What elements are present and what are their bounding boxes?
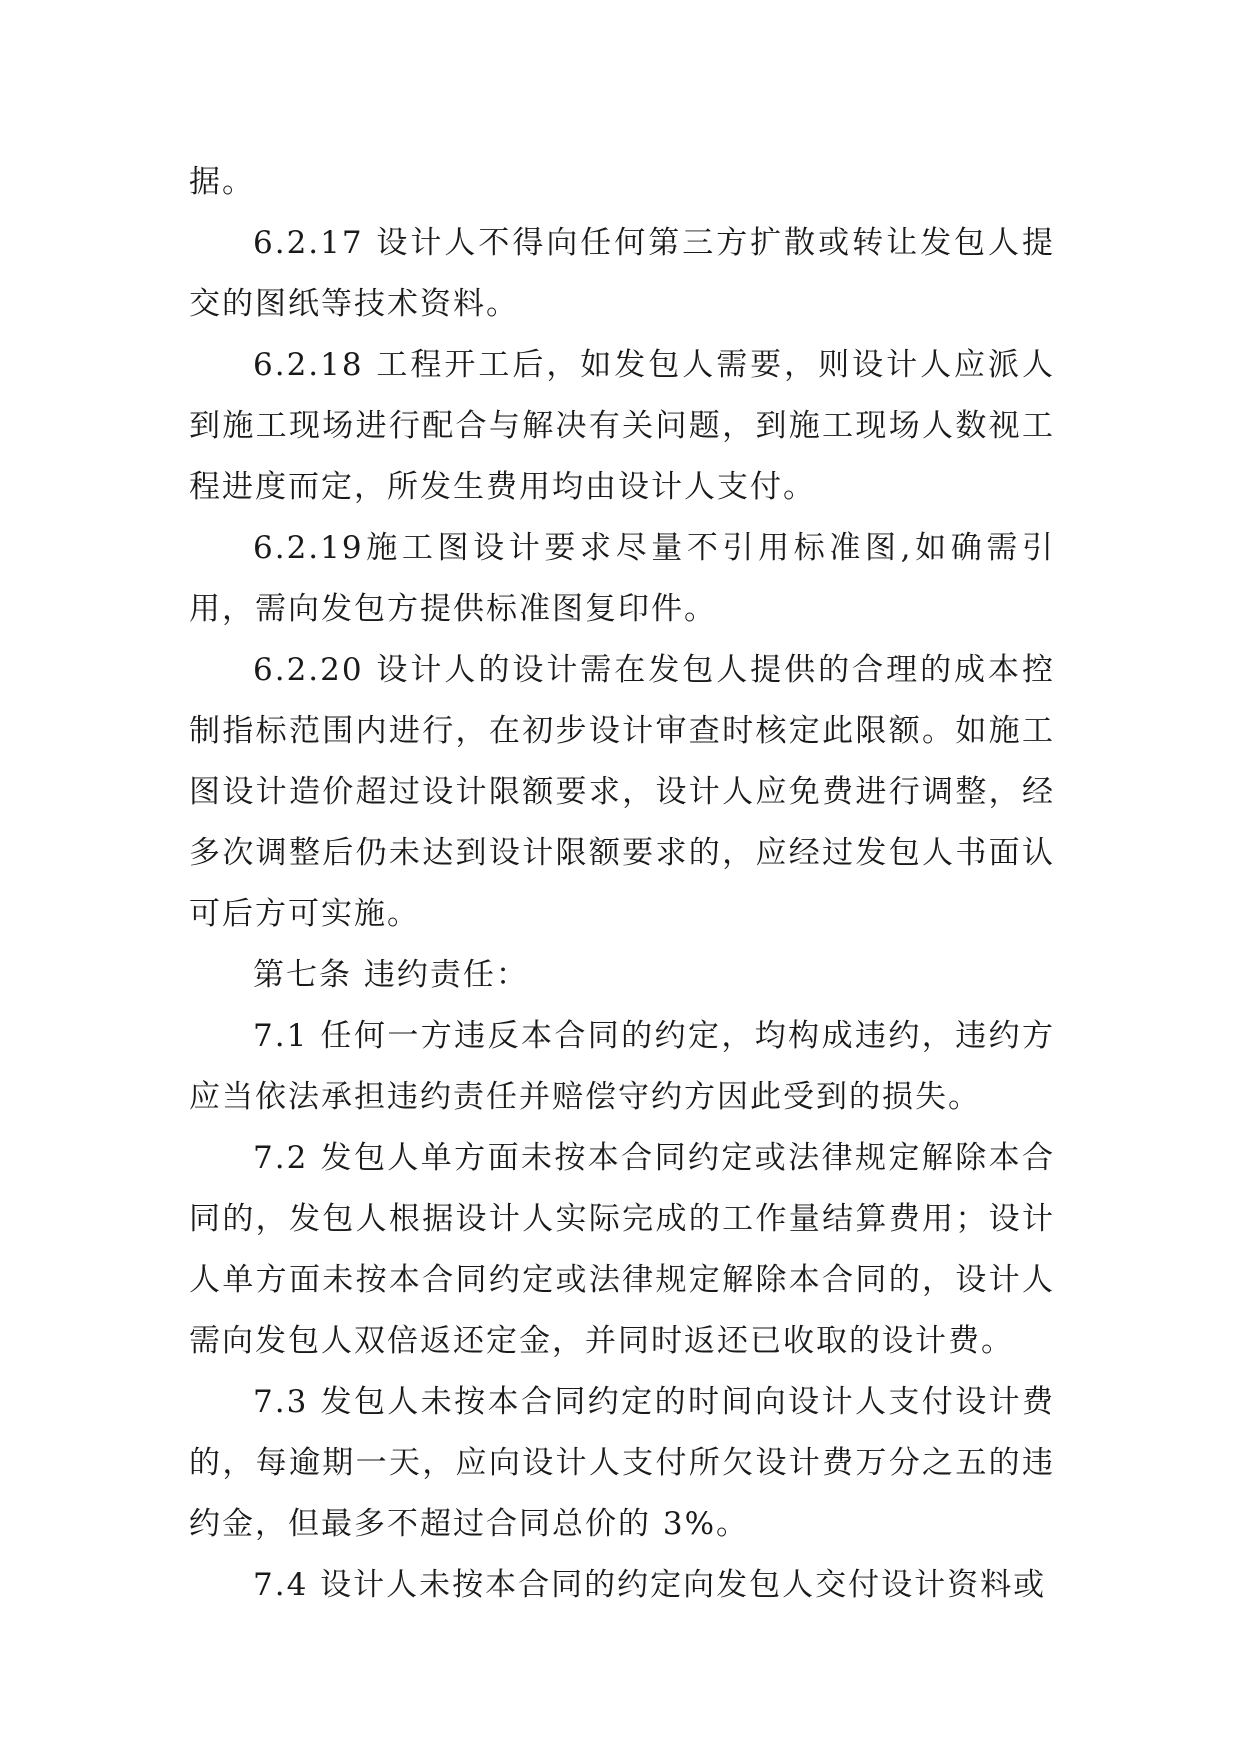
paragraph-7-3: 7.3 发包人未按本合同约定的时间向设计人支付设计费的，每逾期一天，应向设计人支付所欠设计费万分之五的违约金，但最多不超过合同总价的 3%。: [189, 1384, 1055, 1542]
section-heading-article-7: 第七条 违约责任：: [253, 957, 529, 993]
paragraph-6-2-17: 6.2.17 设计人不得向任何第三方扩散或转让发包人提交的图纸等技术资料。: [189, 225, 1055, 322]
paragraph-7-2: 7.2 发包人单方面未按本合同约定或法律规定解除本合同的，发包人根据设计人实际完成的工作量结算费用；设计人单方面未按本合同约定或法律规定解除本合同的，设计人需向发包人双倍返还定金，并同时返还已收取的设计费。: [189, 1140, 1055, 1359]
paragraph-continuation: 据。: [189, 164, 255, 200]
document-body: [189, 152, 1055, 1616]
paragraph-7-1: 7.1 任何一方违反本合同的约定，均构成违约，违约方应当依法承担违约责任并赔偿守约方因此受到的损失。: [189, 1018, 1055, 1115]
paragraph-6-2-20: 6.2.20 设计人的设计需在发包人提供的合理的成本控制指标范围内进行，在初步设计审查时核定此限额。如施工图设计造价超过设计限额要求，设计人应免费进行调整，经多次调整后仍未达到设计限额要求的，应经过发包人书面认可后方可实施。: [189, 652, 1055, 932]
paragraph-6-2-19: 6.2.19施工图设计要求尽量不引用标准图,如确需引用，需向发包方提供标准图复印件。: [189, 530, 1055, 627]
paragraph-6-2-18: 6.2.18 工程开工后，如发包人需要，则设计人应派人到施工现场进行配合与解决有关问题，到施工现场人数视工程进度而定，所发生费用均由设计人支付。: [189, 347, 1055, 505]
paragraph-7-4: 7.4 设计人未按本合同的约定向发包人交付设计资料或: [253, 1567, 1047, 1603]
